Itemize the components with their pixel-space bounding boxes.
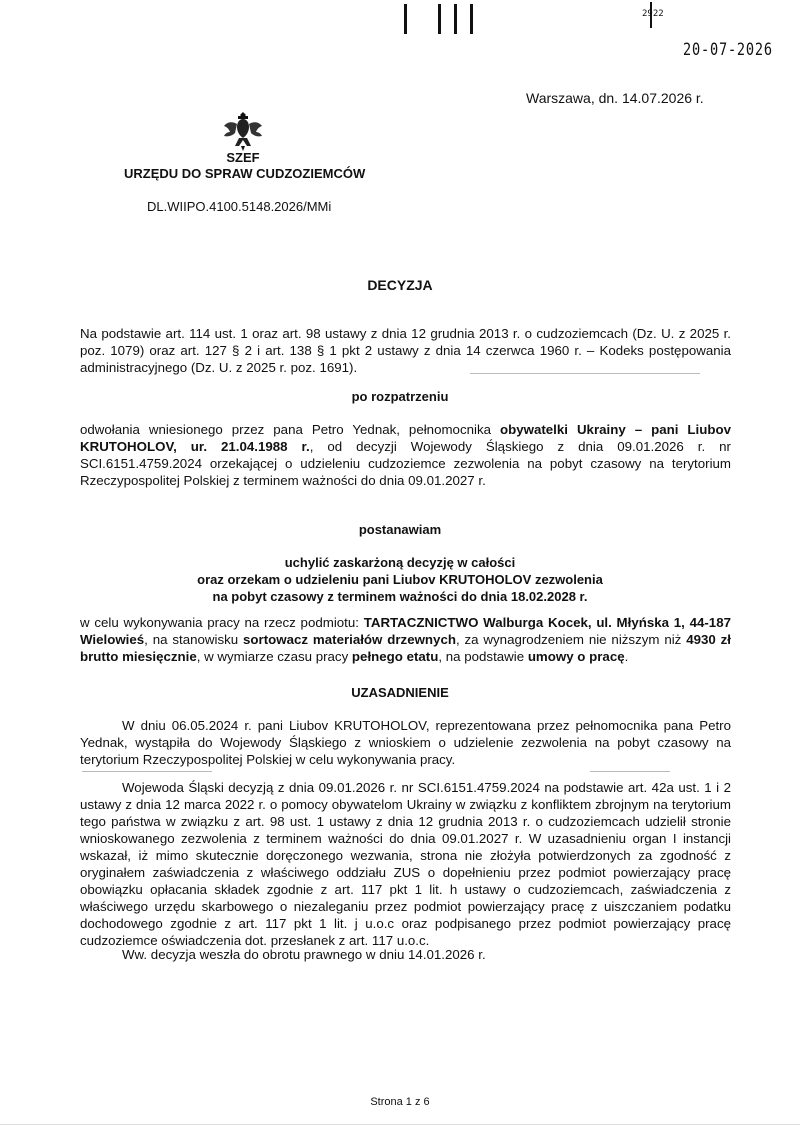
appeal-text-1: odwołania wniesionego przez pana Petro Yednak, pełnomocnika — [80, 422, 500, 437]
stamp-date: 20-07-2026 — [683, 40, 773, 60]
after-review-heading: po rozpatrzeniu — [351, 389, 449, 404]
salary: 4930 zł brutto miesięcznie — [80, 632, 731, 664]
stamp-number: 2922 — [642, 9, 664, 19]
office-name: URZĘDU DO SPRAW CUDZOZIEMCÓW — [124, 166, 366, 181]
scan-artifact — [470, 373, 700, 374]
justification-paragraph-1: W dniu 06.05.2024 r. pani Liubov KRUTOHOLOV, reprezentowana przez pełnomocnika pana Petro Yednak, wystąpiła do Wojewody Śląskiego z wnioskiem o udzielenie zezwolenia na pobyt czasowy na terytorium Rzeczypospolitej Polskiej w celu wykonywania pracy. — [80, 718, 731, 767]
work-time: pełnego etatu — [351, 649, 439, 664]
appeal-paragraph — [80, 421, 731, 489]
place-date: Warszawa, dn. 14.07.2026 r. — [526, 90, 704, 106]
ruling-line-2: oraz orzekam o udzieleniu pani Liubov KRUTOHOLOV zezwolenia — [197, 572, 603, 587]
polish-eagle-emblem-icon — [222, 108, 264, 152]
employment-text: , za wynagrodzeniem nie niższym niż — [455, 632, 687, 647]
employment-text: , w wymiarze czasu pracy — [196, 649, 352, 664]
justification-paragraph-2: Wojewoda Śląski decyzją z dnia 09.01.2026 r. nr SCI.6151.4759.2024 na podstawie art. 42a ust. 1 i 2 ustawy z dnia 12 marca 2022 r. o pomocy obywatelom Ukrainy w związku z konfliktem zbrojnym na terytorium tego państwa w związku z art. 98 ust. 1 ustawy z dnia 12 grudnia 2013 r. o cudzoziemcach udzielił stronie wnioskowanego zezwolenia z terminem ważności do dnia 09.01.2027 r. W uzasadnieniu organ I instancji wskazał, iż mimo skutecznie doręczonego wezwania, strona nie złożyła potwierdzonych za zgodność z oryginałem zaświadczenia z właściwego oddziału ZUS o dopełnieniu przez podmiot powierzający pracę obowiązku opłacania składek zgodnie z art. 117 pkt 1 lit. h ustawy o cudzoziemcach, zaświadczenia z właściwego urzędu skarbowego o niezaleganiu przez podmiot powierzający pracę z uiszczaniem podatku dochodowego zgodnie z art. 117 pkt 1 lit. j u.o.c oraz podpisanego przez podmiot powierzający pracę cudzoziemce oświadczenia dot. przesłanek z art. 117 u.o.c. — [80, 780, 731, 948]
employment-text: w celu wykonywania pracy na rzecz podmiotu: — [80, 615, 364, 630]
reference-number: DL.WIIPO.4100.5148.2026/MMi — [147, 199, 332, 214]
employer-name: TARTACZNICTWO Walburga Kocek, ul. Młyńska 1, 44-187 Wielowieś — [80, 615, 731, 647]
appeal-party: obywatelki Ukrainy – pani Liubov KRUTOHOLOV, ur. 21.04.1988 r. — [80, 422, 732, 454]
legal-basis: Na podstawie art. 114 ust. 1 oraz art. 98 ustawy z dnia 12 grudnia 2013 r. o cudzoziemcach (Dz. U. z 2025 r. poz. 1079) oraz art. 127 § 2 i art. 138 § 1 pkt 2 ustawy z dnia 14 czerwca 1960 r. – Kodeks postępowania administracyjnego (Dz. U. z 2025 r. poz. 1691). — [80, 326, 731, 375]
scan-artifact — [590, 771, 670, 772]
contract-type: umowy o pracę — [527, 649, 625, 664]
job-position: sortowacz materiałów drzewnych — [243, 632, 456, 647]
ruling-line-1: uchylić zaskarżoną decyzję w całości — [284, 555, 516, 570]
employment-text: , na stanowisku — [144, 632, 244, 647]
scan-artifact — [0, 1124, 800, 1125]
document-title: DECYZJA — [367, 277, 433, 293]
ruling-line-3: na pobyt czasowy z terminem ważności do dnia 18.02.2028 r. — [212, 589, 588, 604]
justification-paragraph-3: Ww. decyzja weszła do obrotu prawnego w dniu 14.01.2026 r. — [122, 947, 486, 962]
employment-paragraph — [80, 614, 731, 665]
employment-text: . — [624, 649, 629, 664]
employment-text: , na podstawie — [438, 649, 528, 664]
justification-heading: UZASADNIENIE — [351, 685, 449, 700]
scan-artifact — [82, 771, 212, 772]
page-number: Strona 1 z 6 — [370, 1096, 430, 1108]
appeal-text-2: , od decyzji Wojewody Śląskiego z dnia 09.01.2026 r. nr SCI.6151.4759.2024 orzekającej o udzieleniu cudzoziemce zezwolenia na pobyt czasowy na terytorium Rzeczypospolitej Polskiej z terminem ważności do dnia 09.01.2027 r. — [80, 439, 731, 488]
decide-heading: postanawiam — [358, 522, 442, 537]
szef-heading: SZEF — [226, 150, 260, 165]
ruling-block — [0, 554, 800, 605]
